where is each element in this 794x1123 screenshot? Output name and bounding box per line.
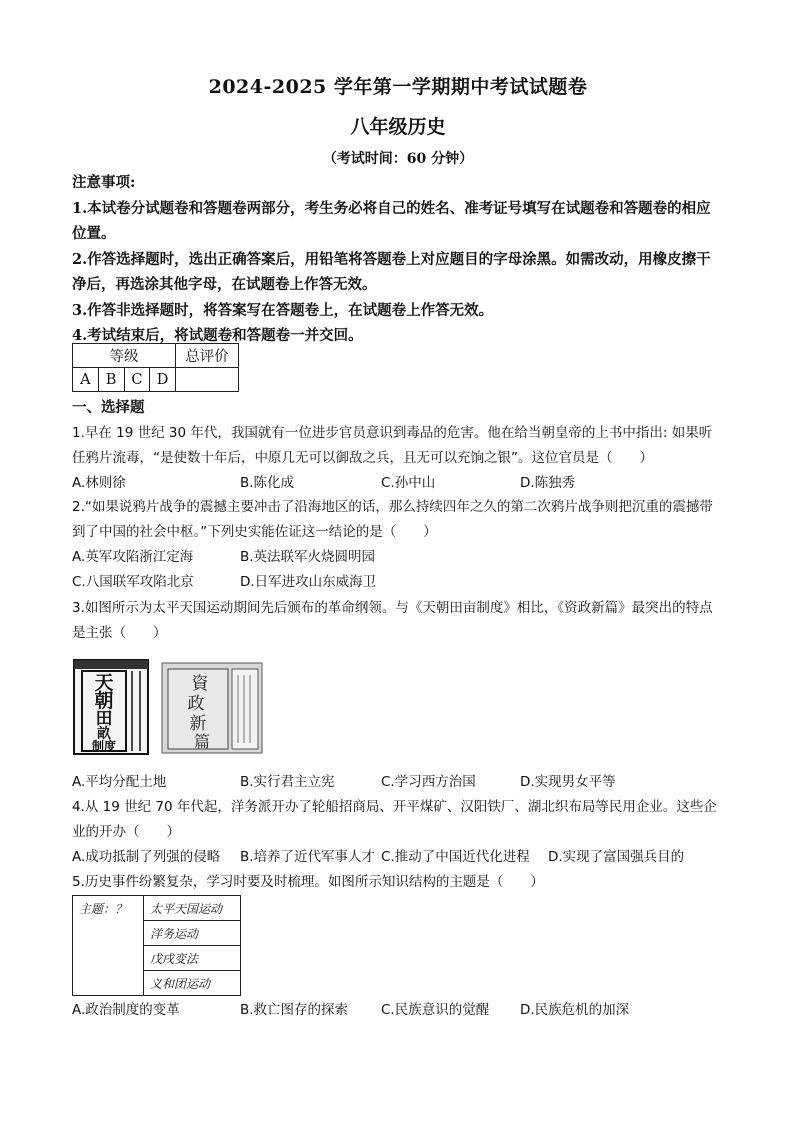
structure-item: 太平天国运动 xyxy=(144,896,241,921)
question-options xyxy=(72,545,724,570)
option-a[interactable]: A.政治制度的变革 xyxy=(72,1002,180,1018)
cover2-text-1: 資 xyxy=(191,674,209,694)
question-options xyxy=(72,998,724,1023)
structure-theme: 主题：？ xyxy=(73,896,144,996)
question-4 xyxy=(72,795,724,870)
section-heading: 一、选择题 xyxy=(72,400,145,416)
notes-section xyxy=(72,170,724,349)
question-options xyxy=(72,471,724,496)
option-c[interactable]: C.学习西方治国 xyxy=(381,774,476,790)
option-c[interactable]: C.推动了中国近代化进程 xyxy=(381,849,530,865)
exam-subtitle: 八年级历史 xyxy=(350,116,446,138)
note-item: 3.作答非选择题时，将答案写在答题卷上，在试题卷上作答无效。 xyxy=(72,301,494,319)
question-stem: 4.从 19 世纪 70 年代起，洋务派开办了轮船招商局、开平煤矿、汉阳铁厂、湖北织布局等民用企业。这些企业的开办（ ） xyxy=(72,799,717,840)
grade-a: A xyxy=(73,368,99,392)
note-item: 4.考试结束后，将试题卷和答题卷一并交回。 xyxy=(72,327,363,344)
grade-b: B xyxy=(98,368,124,392)
question-options xyxy=(72,845,724,870)
question-3-options xyxy=(72,770,724,795)
grade-label: 等级 xyxy=(73,344,176,368)
total-cell xyxy=(176,368,239,392)
cover2-text-3: 新 xyxy=(189,714,207,734)
grade-d: D xyxy=(150,368,176,392)
option-c[interactable]: C.八国联军攻陷北京 xyxy=(72,574,194,590)
notes-heading: 注意事项: xyxy=(72,174,136,191)
cover2-text-2: 政 xyxy=(187,694,205,714)
option-c[interactable]: C.民族意识的觉醒 xyxy=(381,1002,490,1018)
question-5-options xyxy=(72,998,724,1023)
book-cover-images xyxy=(72,657,272,757)
question-stem: 2.“如果说鸦片战争的震撼主要冲击了沿海地区的话，那么持续四年之久的第二次鸦片战争则把沉重的震撼带到了中国的社会中枢。”下列史实能佐证这一结论的是（ ） xyxy=(72,499,713,540)
option-c[interactable]: C.孙中山 xyxy=(381,475,436,491)
option-a[interactable]: A.平均分配土地 xyxy=(72,774,167,790)
grade-table xyxy=(72,343,239,392)
option-a[interactable]: A.林则徐 xyxy=(72,475,126,491)
total-label: 总评价 xyxy=(176,344,239,368)
option-b[interactable]: B.培养了近代军事人才 xyxy=(240,849,376,865)
question-5 xyxy=(72,870,724,895)
grade-c: C xyxy=(124,368,150,392)
question-options xyxy=(72,570,724,595)
cover2-text-4: 篇 xyxy=(193,732,211,751)
question-1 xyxy=(72,421,724,496)
cover-text-1: 天 xyxy=(94,672,114,694)
question-stem: 5.历史事件纷繁复杂，学习时要及时梳理。如图所示知识结构的主题是（ ） xyxy=(72,874,544,890)
option-d[interactable]: D.民族危机的加深 xyxy=(520,1002,630,1018)
cover-text-2: 朝 xyxy=(94,690,114,712)
option-d[interactable]: D.实现男女平等 xyxy=(520,774,616,790)
cover-text-3: 田 xyxy=(95,709,113,729)
exam-title: 2024-2025 学年第一学期期中考试试题卷 xyxy=(208,76,588,98)
option-b[interactable]: B.实行君主立宪 xyxy=(240,774,335,790)
question-2 xyxy=(72,495,724,595)
option-a[interactable]: A.成功抵制了列强的侵略 xyxy=(72,849,221,865)
option-b[interactable]: B.陈化成 xyxy=(240,475,295,491)
question-stem: 3.如图所示为太平天国运动期间先后颁布的革命纲领。与《天朝田亩制度》相比，《资政新篇》最突出的特点是主张（ ） xyxy=(72,600,713,641)
option-d[interactable]: D.日军进攻山东威海卫 xyxy=(240,574,377,590)
structure-item: 义和团运动 xyxy=(144,971,241,996)
program-images xyxy=(72,657,272,757)
structure-item: 洋务运动 xyxy=(144,921,241,946)
note-item: 1.本试卷分试题卷和答题卷两部分，考生务必将自己的姓名、准考证号填写在试题卷和答题卷的相应位置。 xyxy=(72,199,711,242)
cover-text-5: 制度 xyxy=(91,739,117,753)
question-3 xyxy=(72,596,724,646)
option-b[interactable]: B.英法联军火烧圆明园 xyxy=(240,549,376,565)
exam-time: （考试时间：60 分钟） xyxy=(322,151,474,167)
note-item: 2.作答选择题时，选出正确答案后，用铅笔将答题卷上对应题目的字母涂黑。如需改动，用橡皮擦干净后，再选涂其他字母，在试题卷上作答无效。 xyxy=(72,250,711,293)
option-b[interactable]: B.救亡图存的探索 xyxy=(240,1002,349,1018)
knowledge-structure-table xyxy=(72,895,241,996)
option-d[interactable]: D.陈独秀 xyxy=(520,475,576,491)
option-a[interactable]: A.英军攻陷浙江定海 xyxy=(72,549,194,565)
question-options xyxy=(72,770,724,795)
cover-text-4: 畝 xyxy=(97,726,111,742)
structure-item: 戊戌变法 xyxy=(144,946,241,971)
question-stem: 1.早在 19 世纪 30 年代，我国就有一位进步官员意识到毒品的危害。他在给当朝皇帝的上书中指出: 如果听任鸦片流毒，“是使数十年后，中原几无可以御敌之兵，且无可以充饷之银”。这位官员是（ ） xyxy=(72,425,713,466)
option-d[interactable]: D.实现了富国强兵目的 xyxy=(548,849,685,865)
